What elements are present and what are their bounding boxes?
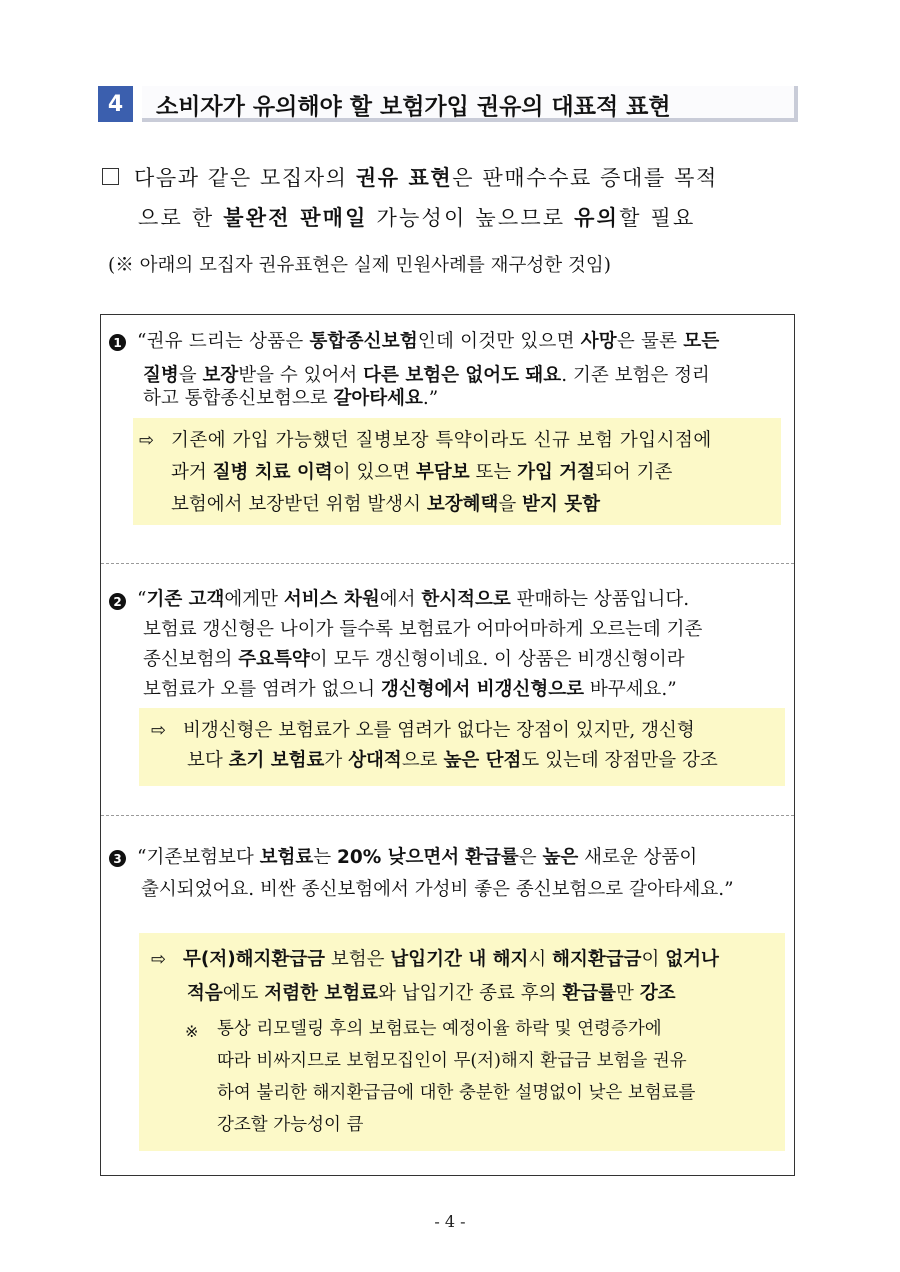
text-run: 가능성이 높으므로 <box>367 206 575 230</box>
bold-text-run: 받지 못함 <box>522 494 601 515</box>
bold-text-run: 가입 거절 <box>517 462 596 483</box>
text-run: 출시되었어요. 비싼 종신보험에서 가성비 좋은 종신보험으로 갈아타세요.” <box>141 879 734 900</box>
text-run: 와 납입기간 종료 후의 <box>378 983 563 1004</box>
text-run: 보다 <box>187 750 229 771</box>
case3-subnote-line-1: 통상 리모델링 후의 보험료는 예정이율 하락 및 연령증가에 <box>217 1019 662 1039</box>
bold-text-run: 무(저)해지환급금 <box>183 949 326 970</box>
case3-subnote-line-4: 강조할 가능성이 큼 <box>217 1115 364 1135</box>
case2-explain-line-1 <box>183 714 695 747</box>
case3-quote-line-1 <box>137 841 697 874</box>
bold-text-run: 유의 <box>574 206 620 230</box>
case3-arrow-icon: ⇨ <box>151 949 167 970</box>
bold-text-run: 한시적으로 <box>421 589 511 610</box>
text-run: 으로 <box>401 750 444 771</box>
bold-text-run: 납입기간 내 해지 <box>390 949 529 970</box>
bold-text-run: 질병 <box>143 365 179 386</box>
text-run: .” <box>422 388 439 409</box>
bold-text-run: 20% 낮으면서 <box>336 847 460 868</box>
bold-text-run: 강조 <box>639 983 676 1004</box>
page-number: - 4 - <box>434 1212 466 1231</box>
section-title: 소비자가 유의해야 할 보험가입 권유의 대표적 표현 <box>156 94 671 120</box>
bold-text-run: 적음 <box>187 983 223 1004</box>
section-number: 4 <box>98 86 133 122</box>
intro-line-2 <box>138 198 696 238</box>
case-divider-2 <box>101 815 794 816</box>
bold-text-run: 높은 <box>542 847 579 868</box>
text-run: 에도 <box>222 983 265 1004</box>
case1-quote-line-1 <box>137 325 719 358</box>
text-run: 과거 <box>171 462 213 483</box>
bold-text-run: 초기 보험료 <box>228 750 325 771</box>
bold-text-run: 기존 고객 <box>146 589 225 610</box>
text-run: 는 <box>313 847 337 868</box>
case1-explain-line-1 <box>171 424 712 457</box>
bold-text-run: 다른 보험은 없어도 돼요 <box>363 365 562 386</box>
case3-explain-line-2 <box>187 977 676 1010</box>
bold-text-run: 서비스 차원 <box>283 589 380 610</box>
text-run: 을 <box>178 365 203 386</box>
text-run: 할 필요 <box>619 206 696 230</box>
case3-subnote-line-3: 하여 불리한 해지환급금에 대한 충분한 설명없이 낮은 보험료를 <box>217 1083 696 1103</box>
case3-explain-box <box>139 933 785 1151</box>
checkbox-bullet-icon <box>102 168 119 185</box>
bold-text-run: 모든 <box>683 331 720 352</box>
section-header <box>98 86 798 122</box>
case3-number-icon: 3 <box>109 850 126 867</box>
case2-arrow-icon: ⇨ <box>151 720 167 741</box>
case1-explain-line-2 <box>171 456 672 489</box>
text-run: 에게만 <box>224 589 284 610</box>
bold-text-run: 사망 <box>580 331 617 352</box>
text-run: 바꾸세요.” <box>584 679 677 700</box>
text-run: 은 물론 <box>616 331 684 352</box>
text-run: 이 모두 갱신형이네요. 이 상품은 비갱신형이라 <box>309 649 685 670</box>
case1-quote-line-3 <box>143 382 438 415</box>
section-title-box <box>142 86 798 122</box>
text-run: “ <box>137 589 147 610</box>
case1-explain-box <box>133 418 781 525</box>
text-run: 에서 <box>379 589 422 610</box>
text-run: 이 있으면 <box>332 462 416 483</box>
text-run: 판매하는 상품입니다. <box>510 589 690 610</box>
bold-text-run: 해지환급금 <box>552 949 642 970</box>
case2-quote-line-2 <box>143 613 702 646</box>
case1-arrow-icon: ⇨ <box>139 430 155 451</box>
bold-text-run: 높은 단점 <box>443 750 522 771</box>
bold-text-run: 불완전 판매일 <box>223 206 368 230</box>
bold-text-run: 보장 <box>202 365 239 386</box>
bold-text-run: 보험료 <box>259 847 314 868</box>
intro-line-1 <box>134 158 718 198</box>
bold-text-run: 갱신형에서 비갱신형으로 <box>380 679 585 700</box>
examples-box <box>100 314 795 1176</box>
case2-quote-line-4 <box>143 673 677 706</box>
text-run: 인데 이것만 있으면 <box>417 331 581 352</box>
note-text: (※ 아래의 모집자 권유표현은 실제 민원사례를 재구성한 것임) <box>108 255 612 276</box>
text-run: 되어 기존 <box>595 462 673 483</box>
text-run: 보험료 갱신형은 나이가 들수록 보험료가 어마어마하게 오르는데 기존 <box>143 619 703 640</box>
text-run: 을 <box>498 494 523 515</box>
text-run: 시 <box>528 949 553 970</box>
case3-subnote-mark: ※ <box>185 1022 199 1041</box>
text-run: 종신보험의 <box>143 649 239 670</box>
bold-text-run: 환급률 <box>562 983 617 1004</box>
case1-explain-line-3 <box>171 488 600 521</box>
text-run: 은 <box>518 847 543 868</box>
text-run: 가 <box>324 750 349 771</box>
case3-quote-line-2 <box>141 873 734 906</box>
text-run: 하고 통합종신보험으로 <box>143 388 334 409</box>
bold-text-run: 통합종신보험 <box>309 331 418 352</box>
text-run: 또는 <box>469 462 518 483</box>
case2-quote-line-1 <box>137 583 689 616</box>
bold-text-run: 저렴한 보험료 <box>264 983 379 1004</box>
text-run: 비갱신형은 보험료가 오를 염려가 없다는 장점이 있지만, 갱신형 <box>183 720 695 741</box>
text-run: 은 판매수수료 증대를 목적 <box>452 166 718 190</box>
bold-text-run: 갈아타세요 <box>333 388 423 409</box>
text-run: 도 있는데 장점만을 강조 <box>521 750 718 771</box>
case2-quote-line-3 <box>143 643 685 676</box>
bold-text-run: 상대적 <box>348 750 402 771</box>
text-run: 보험에서 보장받던 위험 발생시 <box>171 494 427 515</box>
case3-subnote-line-2: 따라 비싸지므로 보험모집인이 무(저)해지 환급금 보험을 권유 <box>217 1051 687 1071</box>
text-run: 받을 수 있어서 <box>238 365 364 386</box>
text-run: 기존에 가입 가능했던 질병보장 특약이라도 신규 보험 가입시점에 <box>171 430 712 451</box>
case2-explain-box <box>139 708 785 786</box>
case2-explain-line-2 <box>187 744 718 777</box>
text-run: 새로운 상품이 <box>578 847 698 868</box>
text-run: 으로 한 <box>138 206 224 230</box>
text-run: 만 <box>616 983 640 1004</box>
text-run: 보험은 <box>325 949 391 970</box>
bold-text-run: 환급률 <box>465 847 519 868</box>
case1-number-icon: 1 <box>109 334 126 351</box>
bold-text-run: 없거나 <box>665 949 719 970</box>
text-run: . 기존 보험은 정리 <box>561 365 710 386</box>
case-divider-1 <box>101 563 794 564</box>
case3-explain-line-1 <box>183 943 719 976</box>
text-run: 보험료가 오를 염려가 없으니 <box>143 679 381 700</box>
text-run: “권유 드리는 상품은 <box>137 331 310 352</box>
text-run: 이 <box>641 949 666 970</box>
case2-number-icon: 2 <box>109 593 126 610</box>
bold-text-run: 주요특약 <box>238 649 310 670</box>
bold-text-run: 권유 표현 <box>355 166 453 190</box>
bold-text-run: 부담보 <box>415 462 470 483</box>
bold-text-run: 보장혜택 <box>426 494 499 515</box>
text-run: 다음과 같은 모집자의 <box>134 166 356 190</box>
bold-text-run: 질병 치료 이력 <box>212 462 333 483</box>
text-run: “기존보험보다 <box>137 847 260 868</box>
